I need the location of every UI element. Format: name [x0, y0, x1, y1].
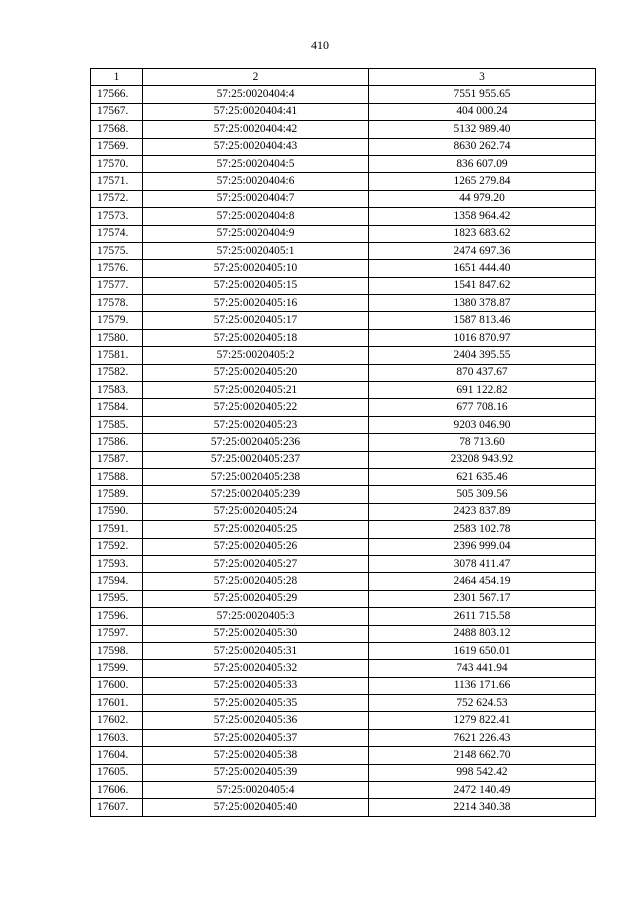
cadastral-value-cell: 1265 279.84	[369, 173, 596, 190]
row-number-cell: 17603.	[91, 729, 143, 746]
row-number-cell: 17605.	[91, 764, 143, 781]
cadastral-number-cell: 57:25:0020405:40	[143, 799, 369, 816]
cadastral-number-cell: 57:25:0020405:33	[143, 677, 369, 694]
cadastral-number-cell: 57:25:0020404:41	[143, 103, 369, 120]
table-header-row	[91, 69, 596, 86]
row-number-cell: 17585.	[91, 416, 143, 433]
row-number-cell: 17596.	[91, 608, 143, 625]
row-number-cell: 17602.	[91, 712, 143, 729]
cadastral-value-cell: 3078 411.47	[369, 555, 596, 572]
table-row	[91, 277, 596, 294]
row-number-cell: 17575.	[91, 242, 143, 259]
cadastral-number-cell: 57:25:0020405:30	[143, 625, 369, 642]
cadastral-value-cell: 2396 999.04	[369, 538, 596, 555]
cadastral-value-cell: 752 624.53	[369, 695, 596, 712]
cadastral-number-cell: 57:25:0020404:8	[143, 208, 369, 225]
cadastral-number-cell: 57:25:0020405:4	[143, 782, 369, 799]
cadastral-value-cell: 2583 102.78	[369, 521, 596, 538]
cadastral-value-cell: 5132 989.40	[369, 121, 596, 138]
table-row	[91, 451, 596, 468]
cadastral-value-cell: 1651 444.40	[369, 260, 596, 277]
cadastral-number-cell: 57:25:0020405:15	[143, 277, 369, 294]
cadastral-number-cell: 57:25:0020405:236	[143, 434, 369, 451]
cadastral-number-cell: 57:25:0020404:6	[143, 173, 369, 190]
row-number-cell: 17572.	[91, 190, 143, 207]
cadastral-number-cell: 57:25:0020405:37	[143, 729, 369, 746]
row-number-cell: 17587.	[91, 451, 143, 468]
table-row	[91, 416, 596, 433]
table-row	[91, 260, 596, 277]
cadastral-value-cell: 621 635.46	[369, 468, 596, 485]
table-row	[91, 642, 596, 659]
cadastral-value-cell: 2472 140.49	[369, 782, 596, 799]
row-number-cell: 17569.	[91, 138, 143, 155]
table-row	[91, 86, 596, 103]
row-number-cell: 17594.	[91, 573, 143, 590]
row-number-cell: 17598.	[91, 642, 143, 659]
cadastral-number-cell: 57:25:0020405:18	[143, 329, 369, 346]
row-number-cell: 17591.	[91, 521, 143, 538]
table-row	[91, 729, 596, 746]
cadastral-number-cell: 57:25:0020405:238	[143, 468, 369, 485]
cadastral-value-cell: 2404 395.55	[369, 347, 596, 364]
table-row	[91, 155, 596, 172]
row-number-cell: 17607.	[91, 799, 143, 816]
row-number-cell: 17601.	[91, 695, 143, 712]
table-row	[91, 538, 596, 555]
cadastral-value-cell: 2148 662.70	[369, 747, 596, 764]
cadastral-value-cell: 677 708.16	[369, 399, 596, 416]
table-row	[91, 799, 596, 816]
table-row	[91, 103, 596, 120]
cadastral-number-cell: 57:25:0020405:35	[143, 695, 369, 712]
table-row	[91, 190, 596, 207]
cadastral-value-cell: 691 122.82	[369, 382, 596, 399]
table-row	[91, 173, 596, 190]
table-row	[91, 555, 596, 572]
table-row	[91, 242, 596, 259]
cadastral-value-cell: 7551 955.65	[369, 86, 596, 103]
cadastral-value-cell: 78 713.60	[369, 434, 596, 451]
row-number-cell: 17566.	[91, 86, 143, 103]
row-number-cell: 17567.	[91, 103, 143, 120]
row-number-cell: 17588.	[91, 468, 143, 485]
row-number-cell: 17589.	[91, 486, 143, 503]
cadastral-number-cell: 57:25:0020404:9	[143, 225, 369, 242]
row-number-cell: 17586.	[91, 434, 143, 451]
table-row	[91, 625, 596, 642]
cadastral-value-cell: 8630 262.74	[369, 138, 596, 155]
row-number-cell: 17604.	[91, 747, 143, 764]
table-row	[91, 225, 596, 242]
row-number-cell: 17597.	[91, 625, 143, 642]
cadastral-number-cell: 57:25:0020405:27	[143, 555, 369, 572]
table-row	[91, 747, 596, 764]
cadastral-number-cell: 57:25:0020405:21	[143, 382, 369, 399]
table-header	[91, 69, 596, 86]
table-row	[91, 590, 596, 607]
cadastral-number-cell: 57:25:0020405:26	[143, 538, 369, 555]
cadastral-number-cell: 57:25:0020404:7	[143, 190, 369, 207]
table-row	[91, 660, 596, 677]
column-header-3: 3	[369, 69, 596, 86]
cadastral-value-cell: 1380 378.87	[369, 295, 596, 312]
row-number-cell: 17579.	[91, 312, 143, 329]
row-number-cell: 17577.	[91, 277, 143, 294]
row-number-cell: 17583.	[91, 382, 143, 399]
table-row	[91, 208, 596, 225]
cadastral-value-cell: 1541 847.62	[369, 277, 596, 294]
cadastral-value-cell: 870 437.67	[369, 364, 596, 381]
cadastral-number-cell: 57:25:0020405:16	[143, 295, 369, 312]
table-row	[91, 121, 596, 138]
table-row	[91, 521, 596, 538]
cadastral-number-cell: 57:25:0020405:237	[143, 451, 369, 468]
table-row	[91, 486, 596, 503]
page-number: 410	[311, 38, 329, 52]
cadastral-value-cell: 2301 567.17	[369, 590, 596, 607]
table-row	[91, 382, 596, 399]
row-number-cell: 17573.	[91, 208, 143, 225]
cadastral-number-cell: 57:25:0020405:29	[143, 590, 369, 607]
table-body	[91, 86, 596, 816]
cadastral-value-cell: 2474 697.36	[369, 242, 596, 259]
cadastral-number-cell: 57:25:0020405:39	[143, 764, 369, 781]
table-row	[91, 295, 596, 312]
table-row	[91, 138, 596, 155]
row-number-cell: 17578.	[91, 295, 143, 312]
cadastral-value-cell: 2488 803.12	[369, 625, 596, 642]
table-row	[91, 695, 596, 712]
row-number-cell: 17580.	[91, 329, 143, 346]
row-number-cell: 17582.	[91, 364, 143, 381]
row-number-cell: 17581.	[91, 347, 143, 364]
cadastral-number-cell: 57:25:0020405:32	[143, 660, 369, 677]
cadastral-value-table	[90, 68, 596, 817]
cadastral-value-cell: 1358 964.42	[369, 208, 596, 225]
cadastral-number-cell: 57:25:0020405:28	[143, 573, 369, 590]
table-row	[91, 399, 596, 416]
row-number-cell: 17576.	[91, 260, 143, 277]
table-row	[91, 329, 596, 346]
cadastral-value-cell: 1136 171.66	[369, 677, 596, 694]
cadastral-value-cell: 1279 822.41	[369, 712, 596, 729]
cadastral-value-cell: 7621 226.43	[369, 729, 596, 746]
row-number-cell: 17592.	[91, 538, 143, 555]
cadastral-number-cell: 57:25:0020405:17	[143, 312, 369, 329]
table-row	[91, 573, 596, 590]
cadastral-number-cell: 57:25:0020404:42	[143, 121, 369, 138]
table-row	[91, 677, 596, 694]
cadastral-value-cell: 23208 943.92	[369, 451, 596, 468]
cadastral-value-cell: 404 000.24	[369, 103, 596, 120]
cadastral-value-cell: 505 309.56	[369, 486, 596, 503]
cadastral-value-cell: 2423 837.89	[369, 503, 596, 520]
cadastral-value-cell: 1619 650.01	[369, 642, 596, 659]
cadastral-number-cell: 57:25:0020405:22	[143, 399, 369, 416]
row-number-cell: 17595.	[91, 590, 143, 607]
table-row	[91, 312, 596, 329]
cadastral-number-cell: 57:25:0020405:10	[143, 260, 369, 277]
row-number-cell: 17593.	[91, 555, 143, 572]
cadastral-value-cell: 998 542.42	[369, 764, 596, 781]
row-number-cell: 17584.	[91, 399, 143, 416]
column-header-2: 2	[143, 69, 369, 86]
cadastral-number-cell: 57:25:0020405:23	[143, 416, 369, 433]
cadastral-number-cell: 57:25:0020405:36	[143, 712, 369, 729]
cadastral-value-cell: 44 979.20	[369, 190, 596, 207]
cadastral-value-cell: 2611 715.58	[369, 608, 596, 625]
row-number-cell: 17571.	[91, 173, 143, 190]
row-number-cell: 17574.	[91, 225, 143, 242]
table-row	[91, 503, 596, 520]
row-number-cell: 17606.	[91, 782, 143, 799]
cadastral-value-cell: 2214 340.38	[369, 799, 596, 816]
cadastral-number-cell: 57:25:0020405:2	[143, 347, 369, 364]
cadastral-number-cell: 57:25:0020405:24	[143, 503, 369, 520]
table-row	[91, 364, 596, 381]
table-row	[91, 764, 596, 781]
cadastral-value-cell: 1016 870.97	[369, 329, 596, 346]
cadastral-number-cell: 57:25:0020405:1	[143, 242, 369, 259]
row-number-cell: 17600.	[91, 677, 143, 694]
table-row	[91, 608, 596, 625]
cadastral-number-cell: 57:25:0020405:3	[143, 608, 369, 625]
table-row	[91, 468, 596, 485]
cadastral-value-cell: 743 441.94	[369, 660, 596, 677]
row-number-cell: 17568.	[91, 121, 143, 138]
row-number-cell: 17570.	[91, 155, 143, 172]
cadastral-number-cell: 57:25:0020404:43	[143, 138, 369, 155]
table-row	[91, 712, 596, 729]
table-row	[91, 434, 596, 451]
cadastral-number-cell: 57:25:0020404:4	[143, 86, 369, 103]
table-row	[91, 782, 596, 799]
column-header-1: 1	[91, 69, 143, 86]
cadastral-number-cell: 57:25:0020405:20	[143, 364, 369, 381]
table-row	[91, 347, 596, 364]
cadastral-number-cell: 57:25:0020405:239	[143, 486, 369, 503]
cadastral-value-cell: 836 607.09	[369, 155, 596, 172]
cadastral-value-cell: 9203 046.90	[369, 416, 596, 433]
cadastral-number-cell: 57:25:0020405:25	[143, 521, 369, 538]
cadastral-number-cell: 57:25:0020405:31	[143, 642, 369, 659]
row-number-cell: 17590.	[91, 503, 143, 520]
cadastral-number-cell: 57:25:0020404:5	[143, 155, 369, 172]
row-number-cell: 17599.	[91, 660, 143, 677]
cadastral-value-cell: 2464 454.19	[369, 573, 596, 590]
cadastral-number-cell: 57:25:0020405:38	[143, 747, 369, 764]
cadastral-value-cell: 1587 813.46	[369, 312, 596, 329]
cadastral-value-cell: 1823 683.62	[369, 225, 596, 242]
